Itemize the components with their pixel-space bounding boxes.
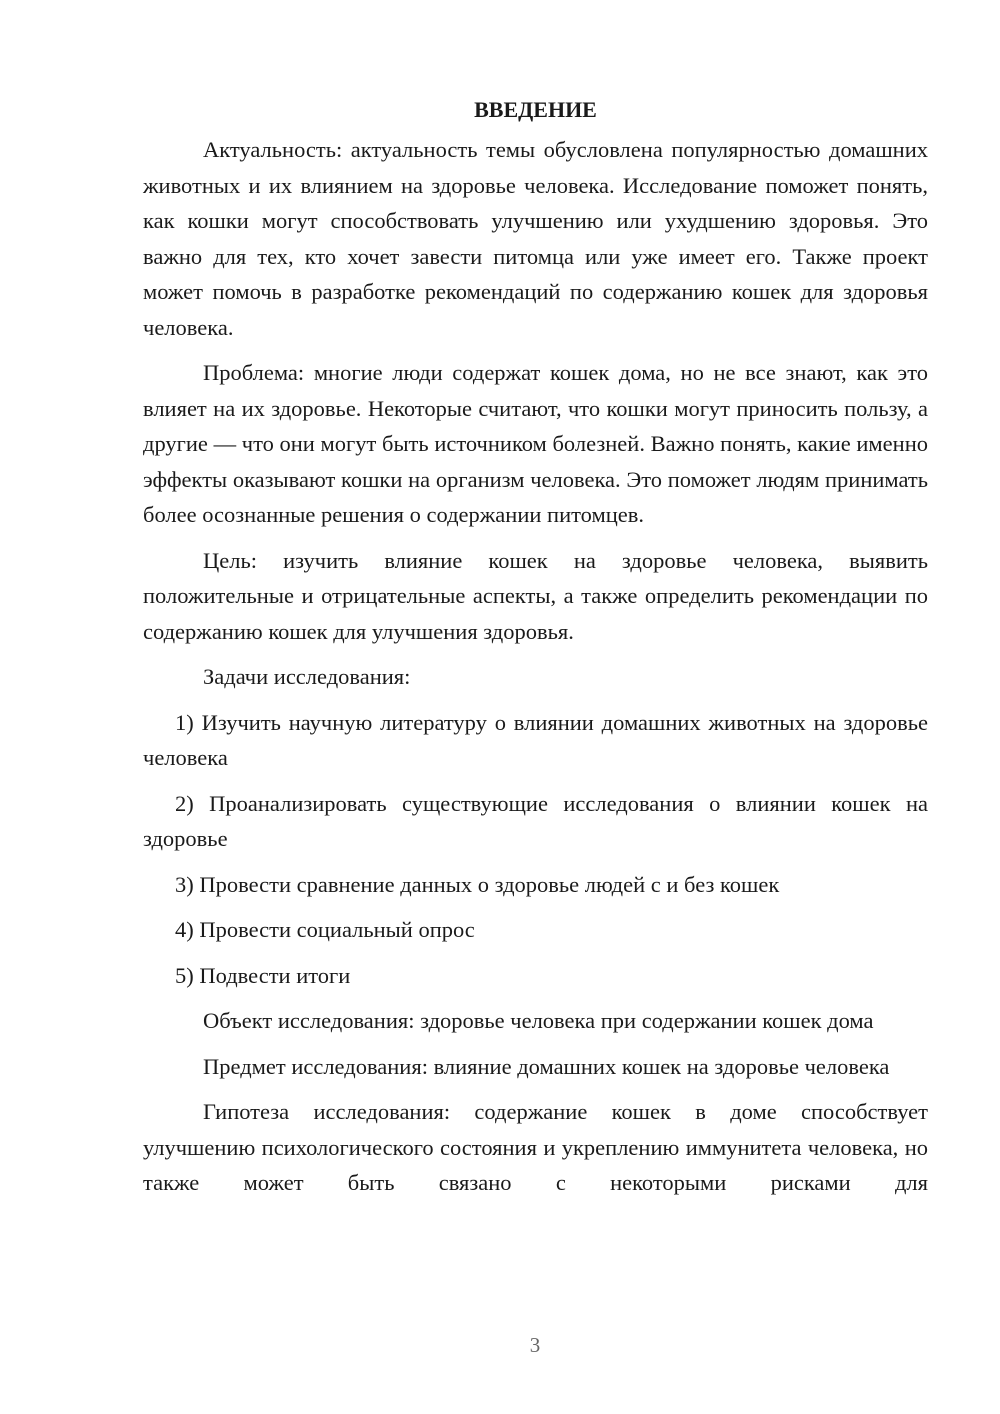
- task-item: 5) Подвести итоги: [175, 962, 351, 988]
- hypothesis-paragraph: Гипотеза исследования: содержание кошек в доме способствует улучшению психологического состояния и укреплению иммунитета человека, но также может быть связано с некоторыми рисками для: [143, 1099, 928, 1195]
- problem-paragraph: Проблема: многие люди содержат кошек дома, но не все знают, как это влияет на их здоровье. Некоторые считают, что кошки могут приносить пользу, а другие — что они могут быть источником болезней. Важно понять, какие именно эффекты оказывают кошки на организм человека. Это поможет людям принимать более осознанные решения о содержании питомцев.: [143, 360, 928, 527]
- page-title: ВВЕДЕНИЕ: [474, 97, 597, 122]
- goal-paragraph: Цель: изучить влияние кошек на здоровье человека, выявить положительные и отрицательные аспекты, а также определить рекомендации по содержанию кошек для улучшения здоровья.: [143, 547, 928, 644]
- page-number: 3: [529, 1333, 541, 1357]
- task-item: 1) Изучить научную литературу о влиянии домашних животных на здоровье человека: [143, 709, 928, 770]
- subject-paragraph: Предмет исследования: влияние домашних кошек на здоровье человека: [203, 1053, 890, 1079]
- task-item: 2) Проанализировать существующие исследования о влиянии кошек на здоровье: [143, 790, 928, 851]
- document-page: [143, 92, 928, 1211]
- relevance-paragraph: Актуальность: актуальность темы обусловлена популярностью домашних животных и их влиянием на здоровье человека. Исследование поможет понять, как кошки могут способствовать улучшению или ухудшению здоровья. Это важно для тех, кто хочет завести питомца или уже имеет его. Также проект может помочь в разработке рекомендаций по содержанию кошек для здоровья человека.: [143, 137, 928, 340]
- task-item: 3) Провести сравнение данных о здоровье людей с и без кошек: [175, 871, 780, 897]
- task-item: 4) Провести социальный опрос: [175, 917, 475, 942]
- object-paragraph: Объект исследования: здоровье человека при содержании кошек дома: [203, 1008, 874, 1033]
- tasks-heading: Задачи исследования:: [203, 664, 411, 689]
